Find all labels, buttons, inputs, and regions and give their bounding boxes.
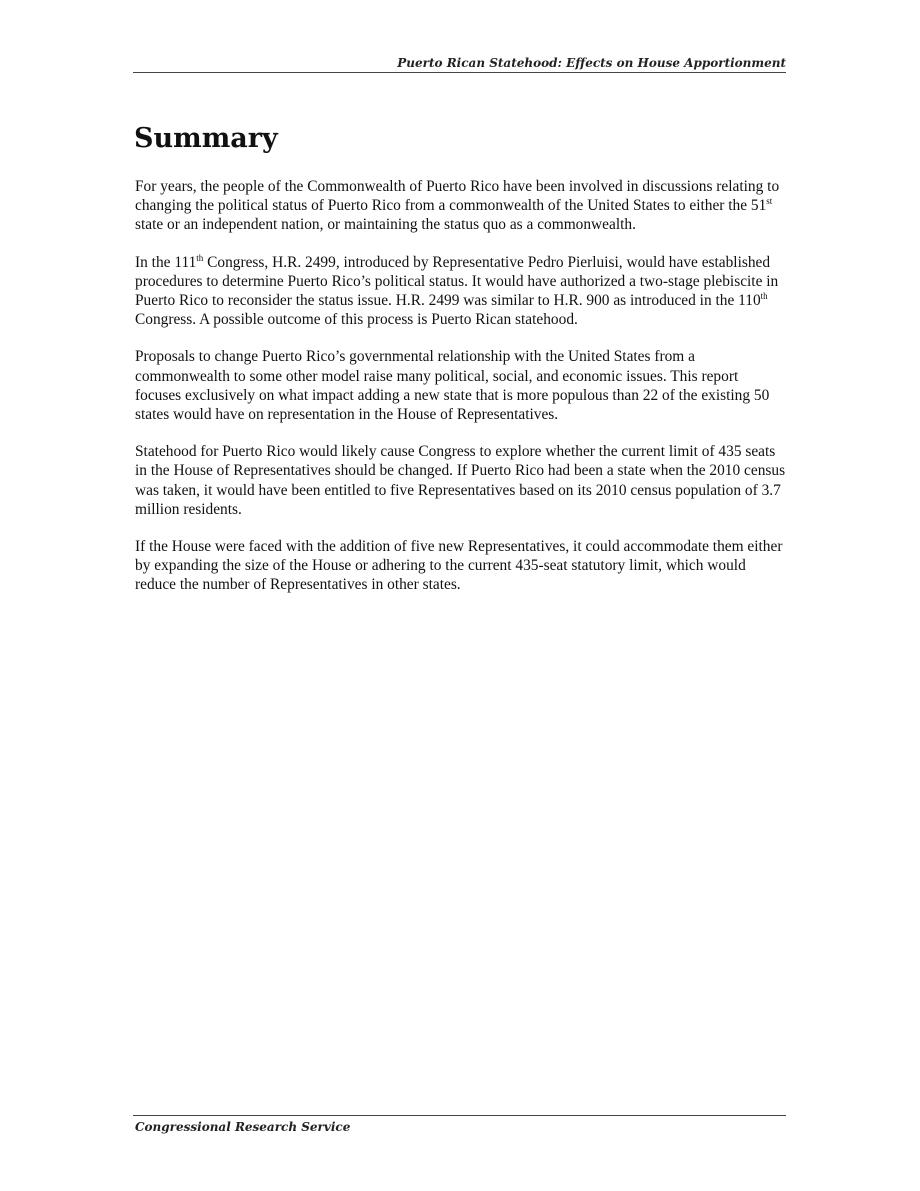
page-title: Summary <box>134 123 278 154</box>
ordinal-suffix: th <box>760 291 768 302</box>
running-header-title: Puerto Rican Statehood: Effects on House Apportionment <box>397 56 786 70</box>
summary-body <box>135 177 787 613</box>
paragraph-1-text-b: state or an independent nation, or maintaining the status quo as a commonwealth. <box>135 216 636 234</box>
paragraph-1-text-a: For years, the people of the Commonwealth of Puerto Rico have been involved in discussions relating to changing the political status of Puerto Rico from a commonwealth of the United States to either the 51 <box>135 178 780 215</box>
footer-rule <box>133 1115 786 1116</box>
footer-publisher: Congressional Research Service <box>135 1120 351 1134</box>
paragraph-5: If the House were faced with the addition of five new Representatives, it could accommodate them either by expanding the size of the House or adhering to the current 435-seat statutory limit, which would reduce the number of Representatives in other states. <box>135 538 783 594</box>
header-rule <box>133 72 786 73</box>
paragraph-4: Statehood for Puerto Rico would likely cause Congress to explore whether the current limit of 435 seats in the House of Representatives should be changed. If Puerto Rico had been a state when the 2010 census was taken, it would have been entitled to five Representatives based on its 2010 census population of 3.7 million residents. <box>135 443 786 518</box>
paragraph-2 <box>135 253 787 330</box>
paragraph-2-text-c: Congress. A possible outcome of this process is Puerto Rican statehood. <box>135 311 578 329</box>
paragraph-3: Proposals to change Puerto Rico’s governmental relationship with the United States from a commonwealth to some other model raise many political, social, and economic issues. This report focuses exclusively on what impact adding a new state that is more populous than 22 of the existing 50 states would have on representation in the House of Representatives. <box>135 348 770 424</box>
paragraph-2-text-b: Congress, H.R. 2499, introduced by Representative Pedro Pierluisi, would have established procedures to determine Puerto Rico’s political status. It would have authorized a two-stage plebiscite in Puerto Rico to reconsider the status issue. H.R. 2499 was similar to H.R. 900 as introduced in the 110 <box>135 253 779 310</box>
ordinal-suffix: th <box>196 252 204 263</box>
paragraph-2-text-a: In the 111 <box>135 253 197 271</box>
paragraph-1 <box>135 177 787 235</box>
ordinal-suffix: st <box>766 196 773 207</box>
